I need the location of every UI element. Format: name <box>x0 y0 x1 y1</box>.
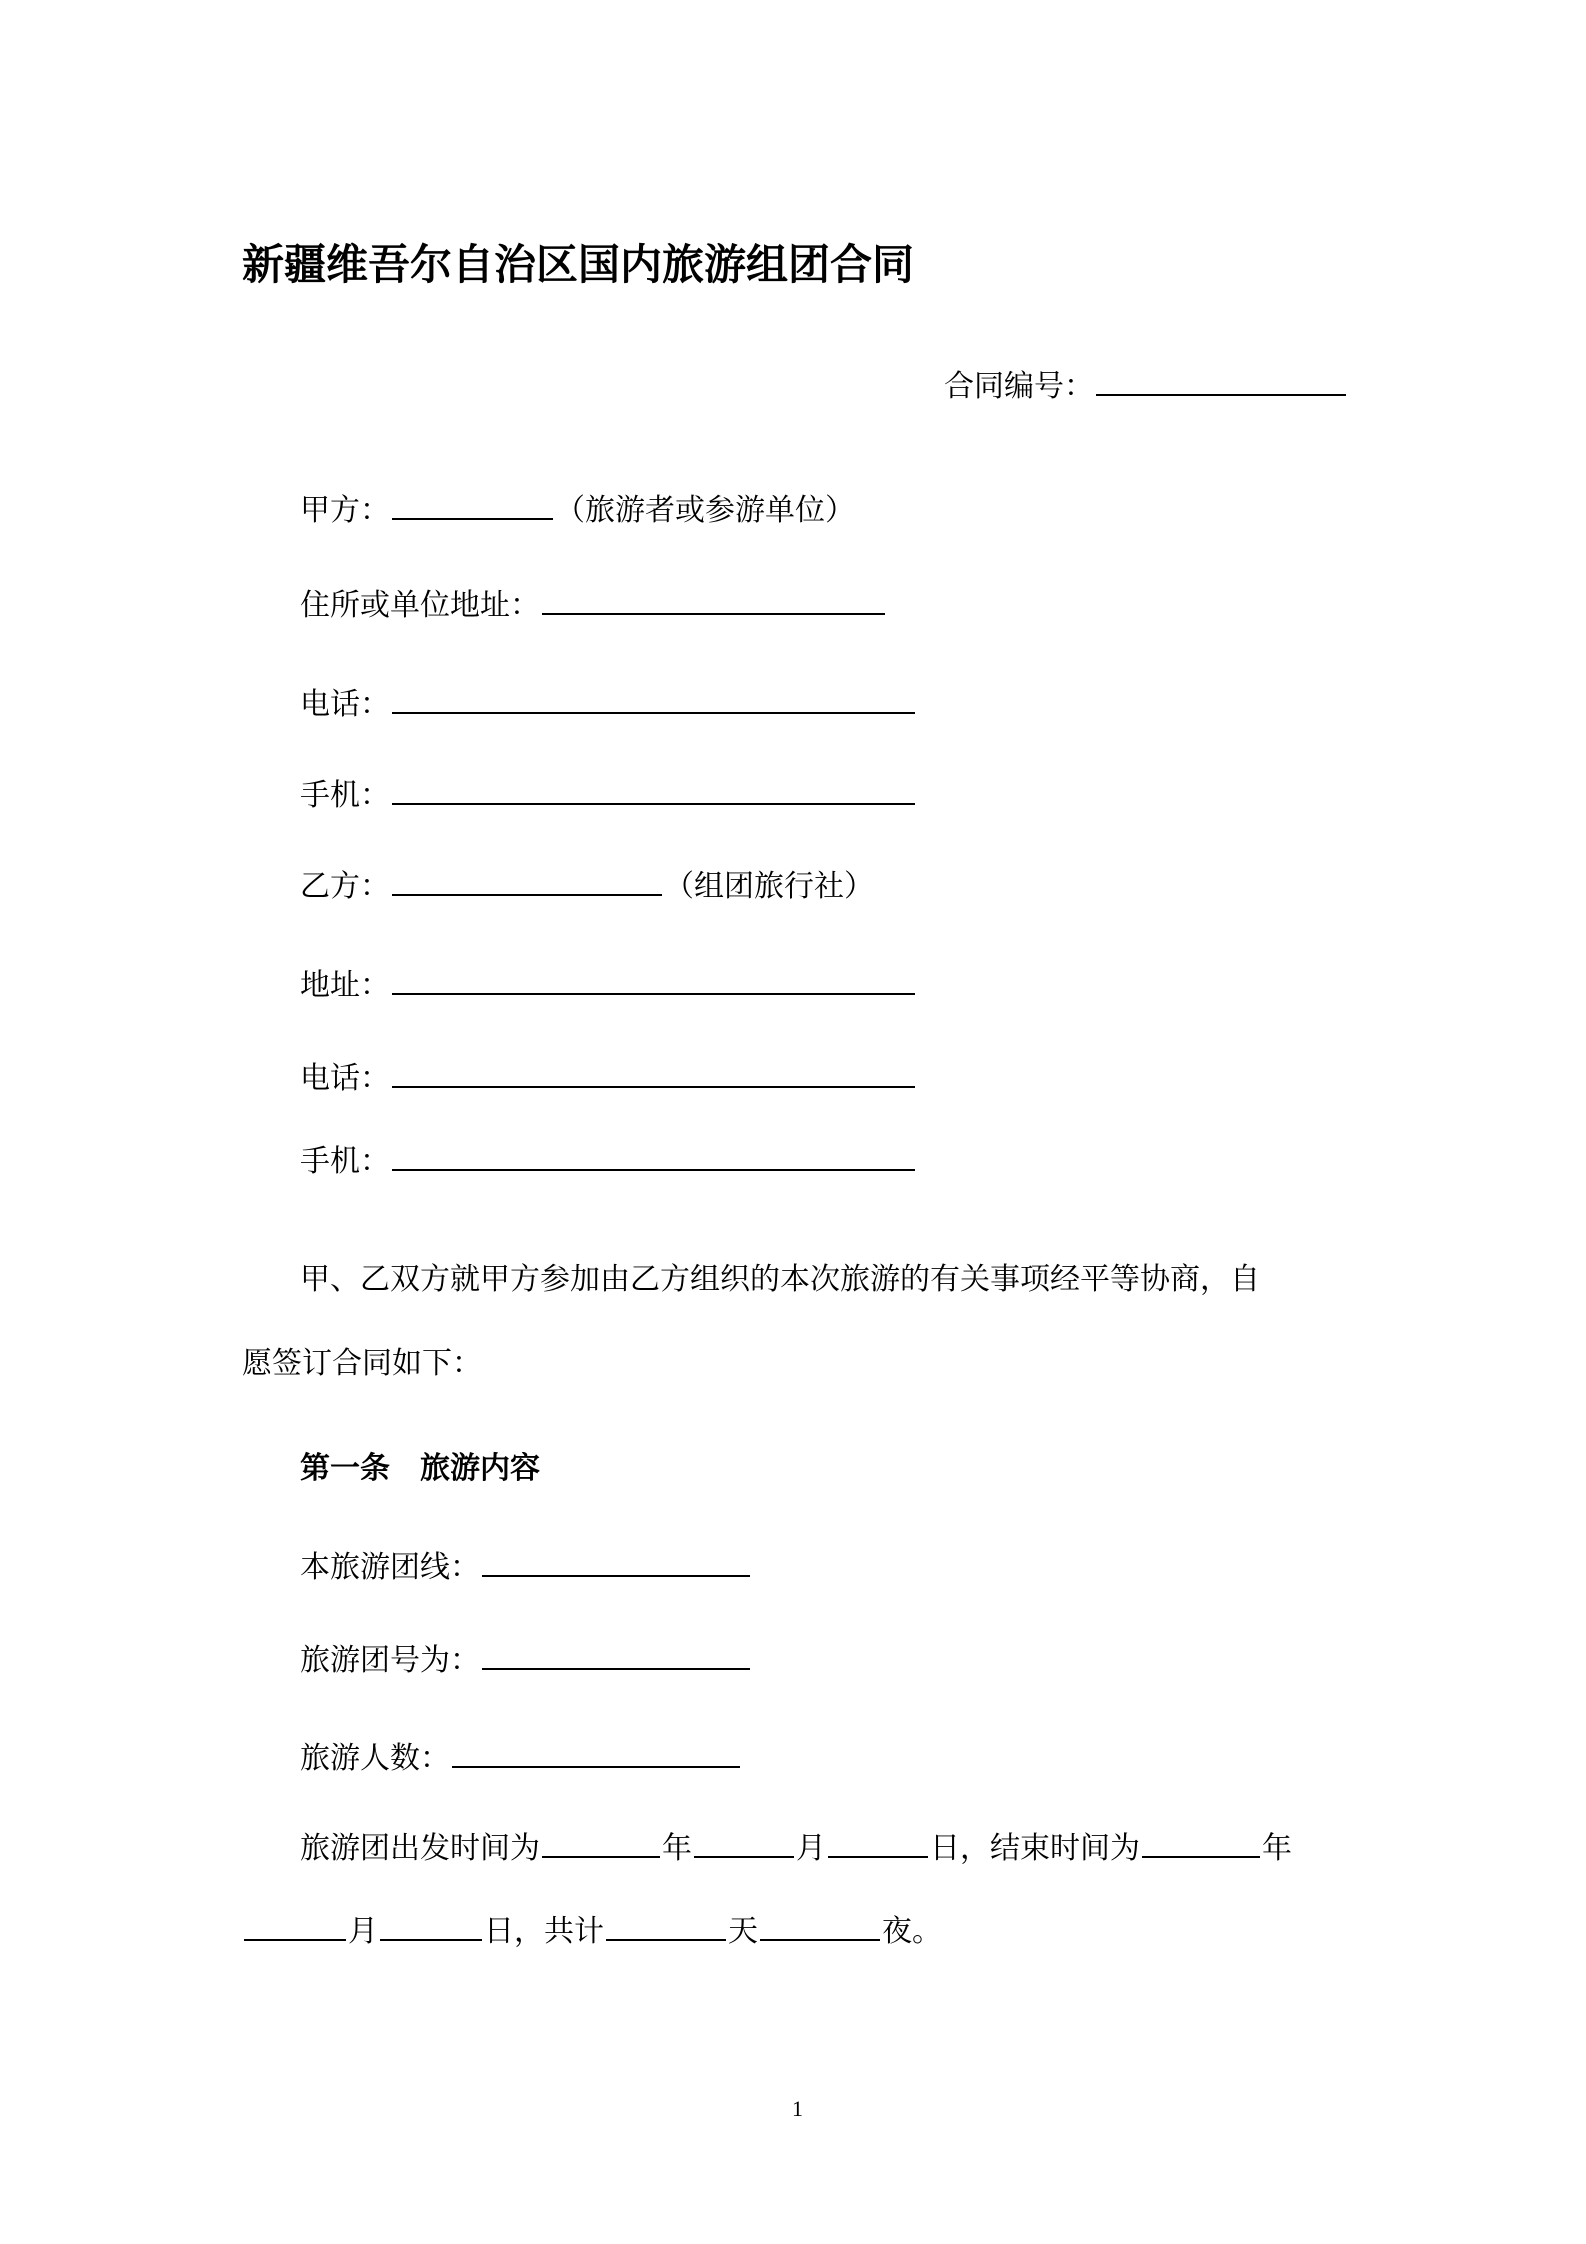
dates-line-1 <box>300 1826 1292 1869</box>
party-b-label: 乙方： <box>300 869 390 904</box>
party-b-mobile-blank <box>392 1139 915 1171</box>
end-year-blank <box>1142 1826 1260 1858</box>
nights-blank <box>760 1909 880 1941</box>
tourist-count-blank <box>452 1736 740 1768</box>
days-label: 天 <box>728 1914 758 1949</box>
total-label: 共计 <box>544 1914 604 1949</box>
start-prefix: 旅游团出发时间为 <box>300 1831 540 1866</box>
month-label: 月 <box>348 1914 378 1949</box>
party-a-note: （旅游者或参游单位） <box>555 493 855 528</box>
party-a-address-line <box>300 583 887 626</box>
end-prefix: 结束时间为 <box>990 1831 1140 1866</box>
party-b-blank <box>392 864 662 896</box>
route-label: 本旅游团线： <box>300 1550 480 1585</box>
day-label: 日， <box>930 1831 990 1866</box>
tourist-count-line <box>300 1736 742 1779</box>
party-b-note: （组团旅行社） <box>664 869 874 904</box>
party-b-address-blank <box>392 963 915 995</box>
contract-number-label: 合同编号： <box>944 369 1094 404</box>
end-month-blank <box>244 1909 346 1941</box>
party-a-phone-label: 电话： <box>300 687 390 722</box>
party-a-mobile-blank <box>392 773 915 805</box>
group-number-line <box>300 1638 752 1681</box>
route-blank <box>482 1545 750 1577</box>
dates-line-2 <box>242 1909 942 1952</box>
month-label: 月 <box>796 1831 826 1866</box>
year-label: 年 <box>662 1831 692 1866</box>
party-a-phone-blank <box>392 682 915 714</box>
party-a-phone-line <box>300 682 917 725</box>
group-number-label: 旅游团号为： <box>300 1643 480 1678</box>
start-day-blank <box>828 1826 928 1858</box>
article-1-heading: 第一条 旅游内容 <box>300 1451 540 1486</box>
party-a-blank <box>392 488 553 520</box>
party-a-mobile-label: 手机： <box>300 778 390 813</box>
party-a-mobile-line <box>300 773 917 816</box>
intro-line-1: 甲、乙双方就甲方参加由乙方组织的本次旅游的有关事项经平等协商，自 <box>300 1262 1260 1297</box>
party-b-address-line <box>300 963 917 1006</box>
document-title: 新疆维吾尔自治区国内旅游组团合同 <box>242 240 915 289</box>
party-b-address-label: 地址： <box>300 968 390 1003</box>
page-number: 1 <box>792 2096 803 2121</box>
tourist-count-label: 旅游人数： <box>300 1741 450 1776</box>
contract-number <box>944 364 1348 407</box>
day-label: 日， <box>484 1914 544 1949</box>
intro-line-2: 愿签订合同如下： <box>242 1346 482 1381</box>
party-b-phone-label: 电话： <box>300 1061 390 1096</box>
party-b-mobile-line <box>300 1139 917 1182</box>
end-day-blank <box>380 1909 482 1941</box>
year-label: 年 <box>1262 1831 1292 1866</box>
party-b-line <box>300 864 874 907</box>
party-a-address-blank <box>542 583 885 615</box>
days-blank <box>606 1909 726 1941</box>
party-a-address-label: 住所或单位地址： <box>300 588 540 623</box>
nights-label: 夜。 <box>882 1914 942 1949</box>
group-number-blank <box>482 1638 750 1670</box>
start-year-blank <box>542 1826 660 1858</box>
start-month-blank <box>694 1826 794 1858</box>
party-a-label: 甲方： <box>300 493 390 528</box>
party-b-mobile-label: 手机： <box>300 1144 390 1179</box>
party-b-phone-line <box>300 1056 917 1099</box>
party-b-phone-blank <box>392 1056 915 1088</box>
route-line <box>300 1545 752 1588</box>
contract-number-blank <box>1096 364 1346 396</box>
party-a-line <box>300 488 855 531</box>
